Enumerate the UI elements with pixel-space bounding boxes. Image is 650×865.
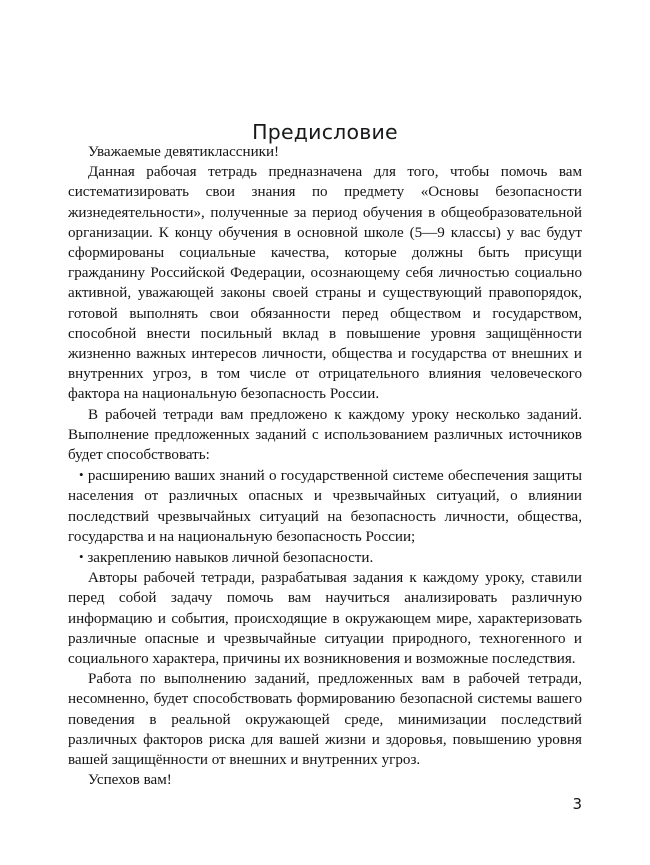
- bullet-item-2-text: закреплению навыков личной безопасности.: [87, 550, 374, 567]
- salutation-line: Уважаемые девятиклассники!: [88, 144, 280, 160]
- bullet-item-1: [68, 465, 582, 547]
- closing-line: Успехов вам!: [88, 772, 172, 789]
- paragraph-4: Работа по выполнению заданий, предложенных вам в рабочей тетради, несомненно, будет способствовать формированию безопасной системы вашего поведения в реальной окружающей среде, минимизации последствий различных факторов риска для вашей жизни и здоровья, повышению уровня вашей защищённости от внешних и внутренних угроз.: [68, 671, 582, 769]
- body-text-column: [68, 142, 582, 791]
- bullet-marker-icon: •: [79, 549, 84, 565]
- page-title: Предисловие: [252, 119, 398, 144]
- page-number: 3: [572, 795, 582, 813]
- paragraph-2: В рабочей тетради вам предложено к каждому уроку несколько заданий. Выполнение предложенных заданий с использованием различных источников будет способствовать:: [68, 406, 582, 464]
- bullet-item-2: [68, 547, 582, 568]
- bullet-marker-icon: •: [79, 467, 84, 483]
- bullet-item-1-text: расширению ваших знаний о государственной системе обеспечения защиты населения от различных опасных и чрезвычайных ситуаций, о влиянии последствий чрезвычайных ситуаций на безопасность личности, общества, государства и на национальную безопасность России;: [68, 468, 582, 545]
- paragraph-3: Авторы рабочей тетради, разрабатывая задания к каждому уроку, ставили перед собой задачу помочь вам научиться анализировать различную информацию и события, происходящие в окружающем мире, характеризовать различные опасные и чрезвычайные ситуации природного, техногенного и социального характера, причины их возникновения и возможные последствия.: [68, 570, 582, 668]
- paragraph-1: Данная рабочая тетрадь предназначена для того, чтобы помочь вам систематизировать свои знания по предмету «Основы безопасности жизнедеятельности», полученные за период обучения в общеобразовательной организации. К концу обучения в основной школе (5—9 классы) у вас будут сформированы социальные качества, которые должны быть присущи гражданину Российской Федерации, осознающему себя личностью социально активной, уважающей законы своей страны и существующий правопорядок, готовой выполнять свои обязанности перед обществом и государством, способной внести посильный вклад в повышение уровня защищённости жизненно важных интересов личности, общества и государства от внешних и внутренних угроз, в том числе от отрицательного влияния человеческого фактора на национальную безопасность России.: [68, 164, 582, 403]
